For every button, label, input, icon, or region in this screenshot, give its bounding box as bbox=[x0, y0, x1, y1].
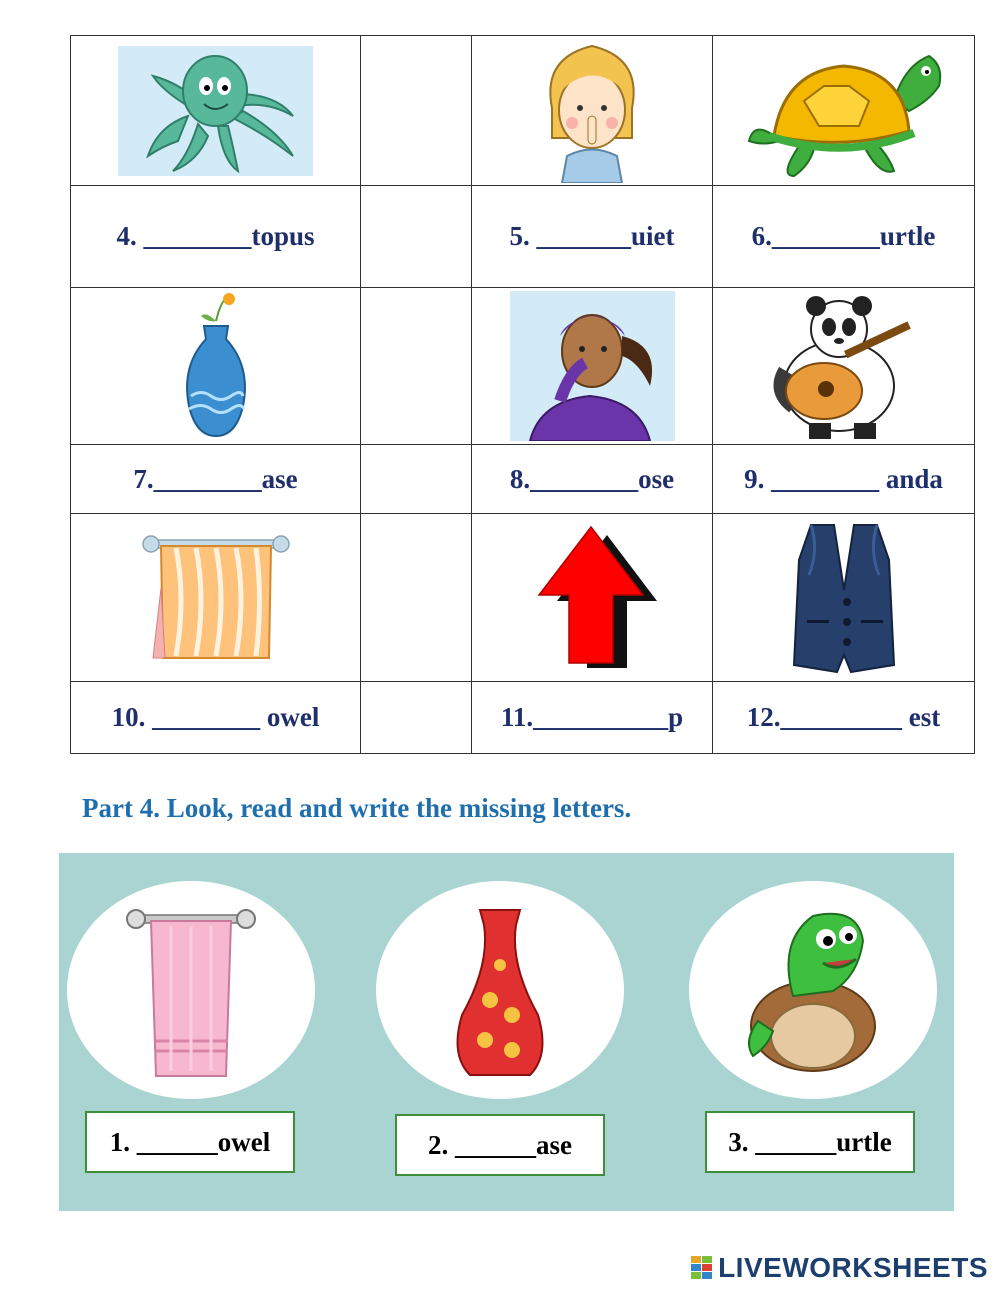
up-arrow-icon bbox=[525, 523, 660, 673]
label-up: 11.__________p bbox=[500, 702, 684, 732]
cell-panda-image bbox=[713, 288, 975, 445]
word-label bbox=[472, 445, 713, 514]
cell-empty bbox=[361, 445, 472, 514]
answer-box-towel bbox=[85, 1111, 295, 1173]
cell-empty bbox=[361, 682, 472, 754]
word-label bbox=[472, 682, 713, 754]
word-label bbox=[71, 682, 361, 754]
cell-towel-image bbox=[71, 514, 361, 682]
vase-icon bbox=[171, 291, 261, 441]
logo-text: LIVEWORKSHEETS bbox=[718, 1252, 988, 1283]
cell-quiet-image bbox=[472, 36, 713, 186]
cell-vase-image bbox=[71, 288, 361, 445]
vase-circle bbox=[376, 881, 624, 1099]
word-label bbox=[71, 445, 361, 514]
answer-box-vase bbox=[395, 1114, 605, 1176]
label-vest: 12._________ est bbox=[746, 702, 941, 732]
cell-empty bbox=[361, 186, 472, 288]
label-turtle: 6.________urtle bbox=[751, 221, 936, 251]
label-towel: 10. ________ owel bbox=[111, 702, 320, 732]
octopus-icon bbox=[118, 46, 313, 176]
part4-panel bbox=[59, 853, 954, 1211]
word-label bbox=[71, 186, 361, 288]
girl-quiet-icon bbox=[537, 38, 647, 183]
label-panda: 9. ________ anda bbox=[744, 463, 943, 494]
label-octopus: 4. ________topus bbox=[116, 221, 315, 251]
word-label bbox=[713, 445, 975, 514]
part4-item-2: 2. ______ase bbox=[428, 1129, 572, 1160]
answer-box-turtle bbox=[705, 1111, 915, 1173]
label-quiet: 5. _______uiet bbox=[509, 221, 675, 251]
towel-icon bbox=[141, 528, 291, 668]
exercise-grid bbox=[70, 35, 975, 754]
liveworksheets-logo bbox=[691, 1252, 988, 1284]
red-vase-icon bbox=[450, 905, 550, 1080]
vest-icon bbox=[789, 520, 899, 675]
word-label bbox=[713, 186, 975, 288]
part4-heading: Part 4. Look, read and write the missing letters. bbox=[82, 793, 632, 823]
turtle-circle bbox=[689, 881, 937, 1099]
cell-empty bbox=[361, 514, 472, 682]
panda-guitar-icon bbox=[764, 291, 924, 441]
label-nose: 8.________ose bbox=[509, 463, 675, 494]
cell-octopus-image bbox=[71, 36, 361, 186]
cell-turtle-image bbox=[713, 36, 975, 186]
word-label bbox=[472, 186, 713, 288]
part4-item-1: 1. ______owel bbox=[109, 1126, 271, 1157]
cell-empty bbox=[361, 288, 472, 445]
cell-arrow-image bbox=[472, 514, 713, 682]
towel-circle bbox=[67, 881, 315, 1099]
part4-item-3: 3. ______urtle bbox=[728, 1126, 892, 1157]
cell-nose-image bbox=[472, 288, 713, 445]
cell-empty bbox=[361, 36, 472, 186]
turtle-icon bbox=[744, 41, 944, 181]
label-vase: 7.________ase bbox=[133, 463, 298, 494]
pink-towel-icon bbox=[126, 901, 256, 1081]
cell-vest-image bbox=[713, 514, 975, 682]
logo-blocks-icon bbox=[691, 1256, 713, 1280]
cartoon-turtle-icon bbox=[738, 901, 888, 1081]
girl-nose-icon bbox=[510, 291, 675, 441]
word-label bbox=[713, 682, 975, 754]
